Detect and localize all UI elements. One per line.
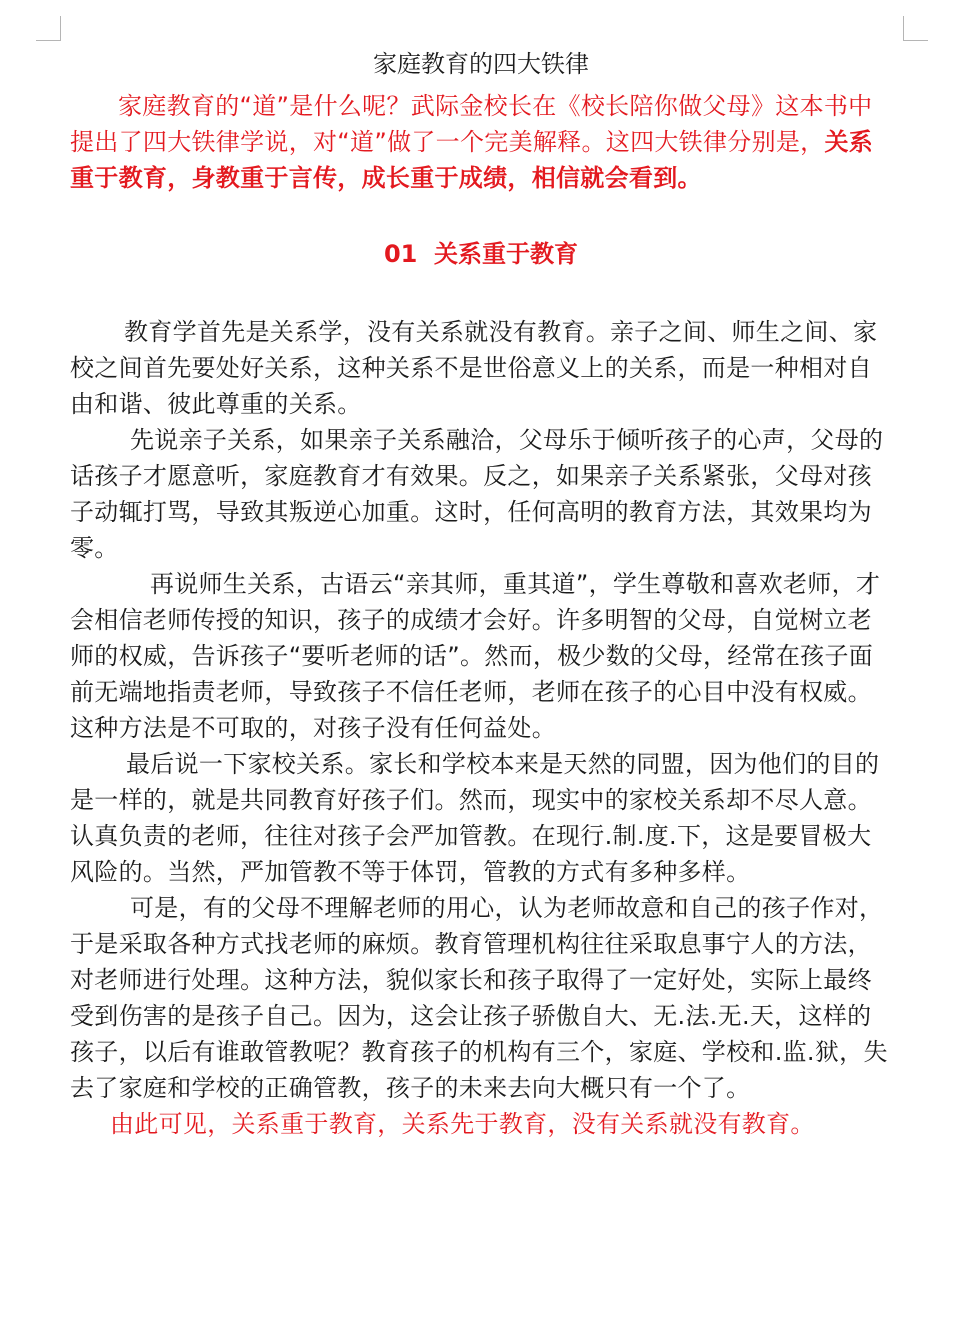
intro-four-laws: 关系重于教育，身教重于言传，成长重于成绩，相信就会看到。: [70, 128, 874, 192]
body-paragraph: 先说亲子关系，如果亲子关系融洽，父母乐于倾听孩子的心声，父母的话孩子才愿意听，家庭教育才有效果。反之，如果亲子关系紧张，父母对孩子动辄打骂，导致其叛逆心加重。这时，任何高明的教育方法，其效果均为零。: [70, 426, 884, 562]
body-paragraph: 可是，有的父母不理解老师的用心，认为老师故意和自己的孩子作对，于是采取各种方式找老师的麻烦。教育管理机构往往采取息事宁人的方法，对老师进行处理。这种方法，貌似家长和孩子取得了一定好处，实际上最终受到伤害的是孩子自己。因为，这会让孩子骄傲自大、无.法.无.天，这样的孩子，以后有谁敢管教呢？教育孩子的机构有三个，家庭、学校和.监.狱，失去了家庭和学校的正确管教，孩子的未来去向大概只有一个了。: [70, 894, 888, 1102]
conclusion-paragraph: 由此可见，关系重于教育，关系先于教育，没有关系就没有教育。: [110, 1110, 815, 1138]
page-corner-mark-top-right: [903, 16, 928, 41]
document-title: 家庭教育的四大铁律: [373, 50, 589, 78]
section-heading: 01 关系重于教育: [383, 240, 579, 268]
page-corner-mark-top-left: [36, 16, 61, 41]
body-paragraph: 最后说一下家校关系。家长和学校本来是天然的同盟，因为他们的目的是一样的，就是共同教育好孩子们。然而，现实中的家校关系却不尽人意。认真负责的老师，往往对孩子会严加管教。在现行.制.度.下，这是要冒极大风险的。当然，严加管教不等于体罚，管教的方式有多种多样。: [70, 750, 880, 886]
body-paragraph: 再说师生关系，古语云“亲其师，重其道”，学生尊敬和喜欢老师，才会相信老师传授的知识，孩子的成绩才会好。许多明智的父母，自觉树立老师的权威，告诉孩子“要听老师的话”。然而，极少数的父母，经常在孩子面前无端地指责老师，导致孩子不信任老师，老师在孩子的心目中没有权威。这种方法是不可取的，对孩子没有任何益处。: [70, 570, 881, 742]
body-paragraph: 教育学首先是关系学，没有关系就没有教育。亲子之间、师生之间、家校之间首先要处好关系，这种关系不是世俗意义上的关系，而是一种相对自由和谐、彼此尊重的关系。: [70, 318, 878, 418]
document-page: [70, 46, 892, 1142]
intro-lead-text: 家庭教育的“道”是什么呢？武际金校长在《校长陪你做父母》这本书中提出了四大铁律学说，对“道”做了一个完美解释。这四大铁律分别是，: [70, 92, 873, 156]
intro-paragraph: [70, 88, 892, 196]
